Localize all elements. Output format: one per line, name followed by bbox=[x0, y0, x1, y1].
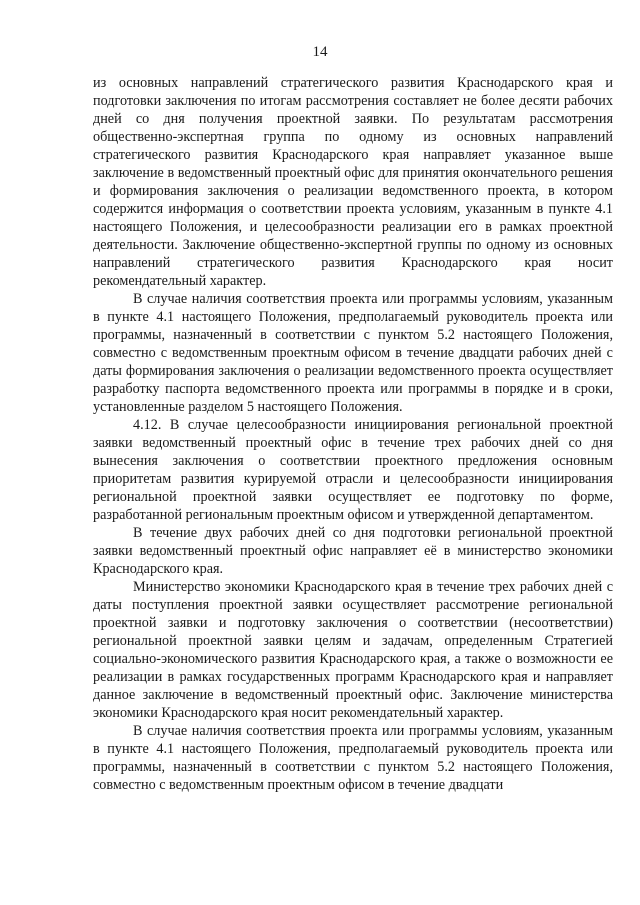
paragraph: 4.12. В случае целесообразности инициирования региональной проектной заявки ведомственный проектный офис в течение трех рабочих дней со дня вынесения заключения о соответствии проектного предложения основным приоритетам развития курируемой отрасли и целесообразности инициирования региональной проектной заявки осуществляет ее подготовку по форме, разработанной региональным проектным офисом и утвержденной департаментом. bbox=[93, 417, 613, 523]
paragraph: В случае наличия соответствия проекта или программы условиям, указанным в пункте 4.1 настоящего Положения, предполагаемый руководитель проекта или программы, назначенный в соответствии с пунктом 5.2 настоящего Положения, совместно с ведомственным проектным офисом в течение двадцати рабочих дней с даты формирования заключения о реализации ведомственного проекта осуществляет разработку паспорта ведомственного проекта или программы в порядке и в сроки, установленные разделом 5 настоящего Положения. bbox=[93, 291, 613, 415]
paragraph: из основных направлений стратегического развития Краснодарского края и подготовки заключения по итогам рассмотрения составляет не более десяти рабочих дней со дня получения проектной заявки. По результатам рассмотрения общественно-экспертная группа по одному из основных направлений стратегического развития Краснодарского края направляет указанное выше заключение в ведомственный проектный офис для принятия окончательного решения и формирования заключения о реализации ведомственного проекта, в котором содержится информация о соответствии проекта условиям, указанным в пункте 4.1 настоящего Положения, и целесообразности реализации его в рамках проектной деятельности. Заключение общественно-экспертной группы по одному из основных направлений стратегического развития Краснодарского края носит рекомендательный характер. bbox=[93, 75, 613, 289]
paragraph: В случае наличия соответствия проекта или программы условиям, указанным в пункте 4.1 настоящего Положения, предполагаемый руководитель проекта или программы, назначенный в соответствии с пунктом 5.2 настоящего Положения, совместно с ведомственным проектным офисом в течение двадцати bbox=[93, 723, 613, 793]
paragraph: В течение двух рабочих дней со дня подготовки региональной проектной заявки ведомственный проектный офис направляет её в министерство экономики Краснодарского края. bbox=[93, 525, 613, 577]
page-number: 14 bbox=[312, 44, 328, 60]
document-body bbox=[93, 74, 613, 794]
paragraph: Министерство экономики Краснодарского края в течение трех рабочих дней с даты поступления проектной заявки осуществляет рассмотрение региональной проектной заявки и подготовку заключения о соответствии (несоответствии) региональной проектной заявки целям и задачам, определенным Стратегией социально-экономического развития Краснодарского края, а также о возможности ее реализации в рамках государственных программ Краснодарского края и направляет данное заключение в ведомственный проектный офис. Заключение министерства экономики Краснодарского края носит рекомендательный характер. bbox=[93, 579, 613, 721]
